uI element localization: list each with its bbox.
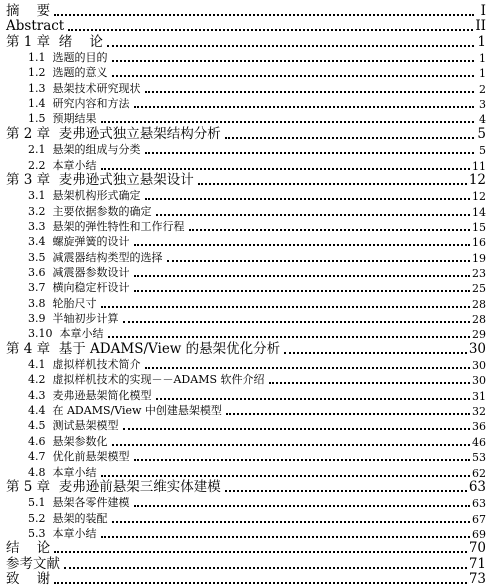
toc-entry-title: 1.4 研究内容和方法 xyxy=(28,97,130,111)
toc-entry-title: 3.10 本章小结 xyxy=(28,327,104,341)
toc-leader-dots xyxy=(134,106,475,108)
toc-leader-dots xyxy=(284,352,467,354)
toc-entry-title: 3.6 减震器参数设计 xyxy=(28,265,130,279)
toc-entry-title: 5.2 悬架的装配 xyxy=(28,511,108,525)
toc-page-number: 3 xyxy=(479,98,486,112)
toc-section-entry xyxy=(0,64,490,80)
toc-entry-title: 4.4 在 ADAMS/View 中创建悬架模型 xyxy=(28,404,222,418)
toc-page-number: 29 xyxy=(472,328,486,342)
toc-leader-dots xyxy=(134,459,471,461)
toc-leader-dots xyxy=(167,260,471,262)
toc-section-entry xyxy=(0,249,490,265)
toc-entry-title: 2.2 本章小结 xyxy=(28,158,97,172)
toc-leader-dots xyxy=(134,275,471,277)
toc-entry-title: 第 1 章 绪 论 xyxy=(6,33,103,50)
toc-section-entry xyxy=(0,187,490,203)
toc-entry-title: 第 3 章 麦弗逊式独立悬架设计 xyxy=(6,171,194,188)
toc-leader-dots xyxy=(269,382,471,384)
toc-section-entry xyxy=(0,433,490,449)
toc-entry-title: 1.1 选题的目的 xyxy=(28,51,108,65)
toc-chapter-entry xyxy=(0,571,490,587)
toc-leader-dots xyxy=(145,152,475,154)
toc-entry-title: 4.5 测试悬架模型 xyxy=(28,419,119,433)
toc-section-entry xyxy=(0,525,490,541)
toc-page-number: 73 xyxy=(468,570,486,587)
toc-entry-title: Abstract xyxy=(6,18,65,35)
toc-entry-title: 3.1 悬架机构形式确定 xyxy=(28,189,141,203)
toc-leader-dots xyxy=(112,521,471,523)
toc-page-number: 30 xyxy=(468,340,486,357)
toc-leader-dots xyxy=(134,244,471,246)
toc-entry-title: 3.8 轮胎尺寸 xyxy=(28,296,97,310)
toc-entry-title: 3.9 半轴初步计算 xyxy=(28,312,119,325)
toc-section-entry xyxy=(0,494,490,510)
toc-chapter-entry xyxy=(0,341,490,357)
toc-section-entry xyxy=(0,402,490,418)
toc-page-number: 53 xyxy=(472,451,486,465)
toc-section-entry xyxy=(0,295,490,311)
toc-entry-title: 摘 要 xyxy=(6,3,51,19)
toc-page-number: 71 xyxy=(468,555,486,572)
toc-leader-dots xyxy=(134,505,471,507)
toc-chapter-entry xyxy=(0,172,490,188)
toc-page-number: 19 xyxy=(472,251,486,265)
toc-page-number: 62 xyxy=(472,466,486,480)
toc-leader-dots xyxy=(145,198,471,200)
toc-section-entry xyxy=(0,417,490,433)
toc-entry-title: 2.1 悬架的组成与分类 xyxy=(28,143,141,157)
toc-section-entry xyxy=(0,49,490,65)
toc-leader-dots xyxy=(107,45,474,47)
toc-page-number: 36 xyxy=(472,420,486,434)
toc-chapter-entry xyxy=(0,556,490,572)
toc-page-number: 30 xyxy=(472,359,486,373)
toc-page-number: 28 xyxy=(472,313,486,326)
toc-entry-title: 4.6 悬架参数化 xyxy=(28,434,108,448)
toc-leader-dots xyxy=(198,183,467,185)
toc-page-number: II xyxy=(475,18,486,35)
toc-leader-dots xyxy=(225,490,467,492)
toc-entry-title: 4.1 虚拟样机技术简介 xyxy=(28,358,141,372)
toc-leader-dots xyxy=(101,306,471,308)
toc-entry-title: 3.4 螺旋弹簧的设计 xyxy=(28,235,130,249)
toc-entry-title: 5.1 悬架各零件建模 xyxy=(28,496,130,510)
toc-leader-dots xyxy=(156,398,471,400)
toc-entry-title: 第 5 章 麦弗逊前悬架三维实体建模 xyxy=(6,478,221,495)
toc-page-number: 28 xyxy=(472,297,486,311)
toc-page-number: 14 xyxy=(472,205,486,219)
toc-chapter-entry xyxy=(0,126,490,142)
toc-leader-dots xyxy=(226,413,470,415)
toc-leader-dots xyxy=(123,428,471,430)
toc-page-number: 12 xyxy=(472,190,486,204)
toc-chapter-entry xyxy=(0,34,490,50)
toc-page-number: 69 xyxy=(472,527,486,541)
toc-section-entry xyxy=(0,310,490,326)
toc-page-number: I xyxy=(480,3,486,19)
toc-entry-title: 参考文献 xyxy=(6,555,60,572)
toc-chapter-entry xyxy=(0,540,490,556)
toc-page-number: 46 xyxy=(472,435,486,449)
toc-entry-title: 第 4 章 基于 ADAMS/View 的悬架优化分析 xyxy=(6,340,281,357)
toc-page-number: 1 xyxy=(479,52,486,66)
toc-leader-dots xyxy=(134,290,471,292)
toc-leader-dots xyxy=(156,214,471,216)
toc-leader-dots xyxy=(101,536,471,538)
toc-leader-dots xyxy=(145,367,471,369)
toc-leader-dots xyxy=(112,60,475,62)
toc-section-entry xyxy=(0,371,490,387)
toc-page-number: 63 xyxy=(472,497,486,511)
toc-entry-title: 结 论 xyxy=(6,540,51,557)
toc-leader-dots xyxy=(64,567,467,569)
toc-section-entry xyxy=(0,448,490,464)
toc-page-number: 4 xyxy=(479,113,486,127)
toc-entry-title: 致 谢 xyxy=(6,570,51,587)
toc-section-entry xyxy=(0,387,490,403)
toc-chapter-entry xyxy=(0,3,490,19)
toc-section-entry xyxy=(0,233,490,249)
toc-entry-title: 4.2 虚拟样机技术的实现－－ADAMS 软件介绍 xyxy=(28,373,265,387)
toc-section-entry xyxy=(0,203,490,219)
toc-entry-title: 1.2 选题的意义 xyxy=(28,66,108,80)
toc-entry-title: 5.3 本章小结 xyxy=(28,526,97,540)
toc-page-number: 12 xyxy=(468,171,486,188)
toc-section-entry xyxy=(0,264,490,280)
toc-leader-dots xyxy=(225,137,474,139)
toc-page-number: 5 xyxy=(477,125,486,142)
toc-page-number: 23 xyxy=(472,266,486,280)
toc-page-number: 15 xyxy=(472,220,486,234)
toc-entry-title: 4.3 麦弗逊悬架简化模型 xyxy=(28,388,152,402)
toc-section-entry xyxy=(0,95,490,111)
toc-page-number: 31 xyxy=(472,389,486,403)
toc-entry-title: 第 2 章 麦弗逊式独立悬架结构分析 xyxy=(6,125,221,142)
toc-entry-title: 3.2 主要依据参数的确定 xyxy=(28,204,152,218)
toc-chapter-entry xyxy=(0,479,490,495)
toc-entry-title: 4.8 本章小结 xyxy=(28,465,97,479)
toc-page-number: 1 xyxy=(479,67,486,81)
toc-page-number: 11 xyxy=(472,159,486,173)
toc-section-entry xyxy=(0,356,490,372)
toc-page-number: 30 xyxy=(472,374,486,388)
toc-section-entry xyxy=(0,510,490,526)
toc-section-entry xyxy=(0,141,490,157)
toc-page-number: 5 xyxy=(479,144,486,158)
toc-page-number: 63 xyxy=(468,478,486,495)
toc-section-entry xyxy=(0,80,490,96)
toc-entry-title: 3.7 横向稳定杆设计 xyxy=(28,281,130,295)
toc-leader-dots xyxy=(54,551,467,553)
toc-page-number: 32 xyxy=(472,405,486,419)
toc-page-number: 67 xyxy=(472,512,486,526)
toc-leader-dots xyxy=(189,229,471,231)
toc-leader-dots xyxy=(123,321,471,323)
toc-leader-dots xyxy=(112,444,471,446)
toc-section-entry xyxy=(0,279,490,295)
toc-leader-dots xyxy=(112,75,475,77)
toc-leader-dots xyxy=(145,91,475,93)
toc-page-number: 25 xyxy=(472,282,486,296)
toc-page-number: 70 xyxy=(468,540,486,557)
toc-section-entry xyxy=(0,218,490,234)
toc-leader-dots xyxy=(54,582,467,584)
toc-page-number: 16 xyxy=(472,236,486,250)
toc-entry-title: 3.3 悬架的弹性特性和工作行程 xyxy=(28,219,185,233)
toc-entry-title: 4.7 优化前悬架模型 xyxy=(28,450,130,464)
toc-leader-dots xyxy=(68,29,473,31)
toc-entry-title: 1.5 预期结果 xyxy=(28,112,97,126)
toc-leader-dots xyxy=(54,14,474,16)
toc-page-number: 1 xyxy=(477,33,486,50)
toc-entry-title: 3.5 减震器结构类型的选择 xyxy=(28,250,163,264)
toc-page-number: 2 xyxy=(479,82,486,96)
toc-entry-title: 1.3 悬架技术研究现状 xyxy=(28,81,141,95)
